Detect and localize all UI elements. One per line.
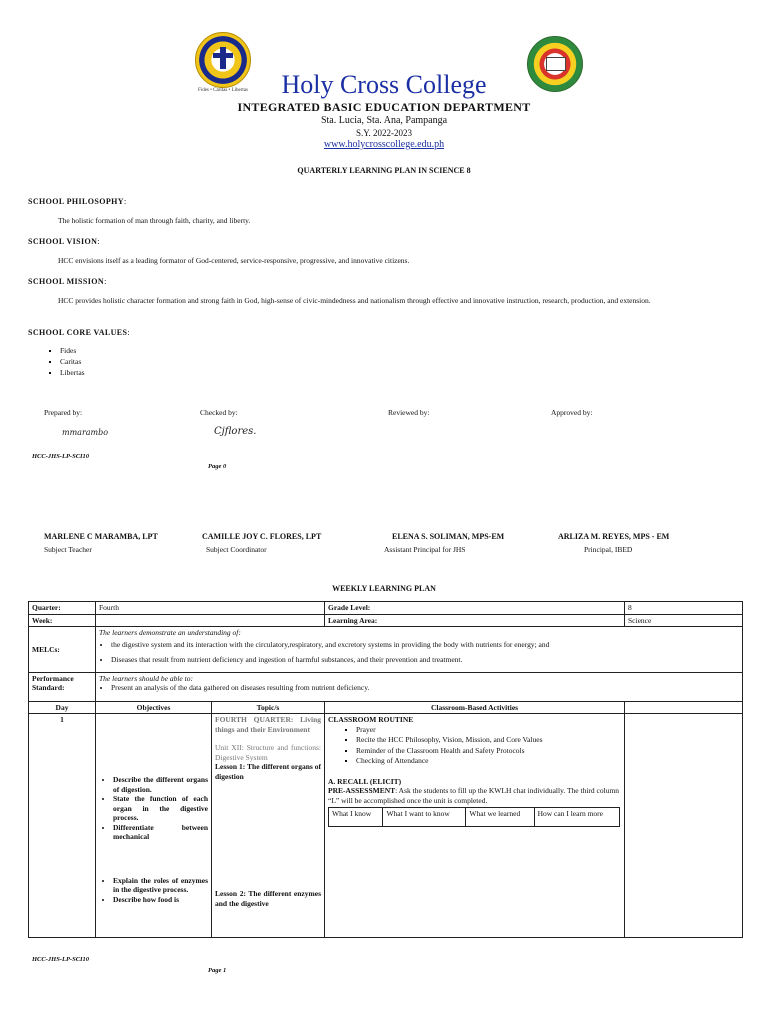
learning-area-label: Learning Area: xyxy=(325,614,625,627)
week-label: Week: xyxy=(29,614,96,627)
kwlh-cell: What we learned xyxy=(466,808,534,827)
vision-text: HCC envisions itself as a leading formator of God-centered, service-responsive, progressive, and innovative citizens. xyxy=(58,256,410,265)
objectives-list xyxy=(99,876,208,905)
quarter-value: Fourth xyxy=(96,602,325,615)
signatory-role: Subject Coordinator xyxy=(206,545,267,554)
kwlh-chart xyxy=(328,807,620,827)
core-value-item: ▪ Libertas xyxy=(60,367,85,378)
philosophy-text: The holistic formation of man through faith, charity, and liberty. xyxy=(58,216,251,225)
cross-icon xyxy=(220,47,226,69)
core-values-list xyxy=(32,345,85,378)
checked-by-label: Checked by: xyxy=(200,408,238,417)
melcs-content xyxy=(96,627,743,673)
list-item: • Diseases that result from nutrient deficiency and ingestion of harmful substances, and their prevention and treatment. xyxy=(111,655,739,665)
learning-area-value: Science xyxy=(625,614,743,627)
melcs-label: MELCs: xyxy=(29,627,96,673)
wlp-title: WEEKLY LEARNING PLAN xyxy=(332,584,436,593)
list-item: ▪ Checking of Attendance xyxy=(356,756,621,767)
table-row xyxy=(329,808,620,827)
core-value-item: ▪ Fides xyxy=(60,345,85,356)
reviewed-by-label: Reviewed by: xyxy=(388,408,430,417)
routine-list xyxy=(328,725,621,767)
week-value xyxy=(96,614,325,627)
signatory-role: Assistant Principal for JHS xyxy=(384,545,466,554)
routine-heading: CLASSROOM ROUTINE xyxy=(328,715,414,724)
school-year: S.Y. 2022-2023 xyxy=(355,128,413,138)
signatory-name: CAMILLE JOY C. FLORES, LPT xyxy=(202,532,322,541)
signatory-role: Subject Teacher xyxy=(44,545,92,554)
objective-item: • State the function of each organ in the digestive process. xyxy=(113,794,208,823)
document-code: HCC-JHS-LP-SCI10 xyxy=(32,453,90,460)
table-header-row xyxy=(29,701,743,714)
list-item: • the digestive system and its interaction with the circulatory,respiratory, and excretory systems in providing the body with nutrients for energy; and xyxy=(111,640,739,650)
core-values-heading: SCHOOL CORE VALUES: xyxy=(28,328,131,337)
philosophy-heading: SCHOOL PHILOSOPHY: xyxy=(28,197,127,206)
topic-lesson-1: Lesson 1: The different organs of digestion xyxy=(215,762,322,781)
objectives-cell xyxy=(96,714,212,938)
melcs-intro: The learners demonstrate an understanding of: xyxy=(99,628,241,637)
topic-unit: Unit XII: Structure and functions: Digestive System xyxy=(215,743,322,762)
day-number: 1 xyxy=(29,714,96,938)
objective-item: • Describe the different organs of digestion. xyxy=(113,775,208,794)
recall-heading: A. RECALL (ELICIT) xyxy=(328,776,402,786)
col-activities: Classroom-Based Activities xyxy=(325,701,625,714)
page-number: Page 0 xyxy=(208,463,227,470)
prepared-signature: mmarambo xyxy=(62,428,109,437)
objective-item: • Describe how food is xyxy=(113,895,208,905)
performance-standard-content xyxy=(96,672,743,701)
grade-level-value: 8 xyxy=(625,602,743,615)
performance-standard-label: Performance Standard: xyxy=(29,672,96,701)
col-empty xyxy=(625,701,743,714)
signatory-name: MARLENE C MARAMBA, LPT xyxy=(44,532,158,541)
approved-by-label: Approved by: xyxy=(551,408,593,417)
topic-lesson-2: Lesson 2: The different enzymes and the digestive xyxy=(215,889,322,908)
table-row xyxy=(29,602,743,615)
ps-list xyxy=(99,683,739,693)
department-name: INTEGRATED BASIC EDUCATION DEPARTMENT xyxy=(237,100,531,114)
objectives-list xyxy=(99,775,208,842)
weekly-learning-plan-table xyxy=(28,601,743,938)
topic-quarter: FOURTH QUARTER: Living things and their Environment xyxy=(215,715,322,734)
kwlh-cell: What I want to know xyxy=(383,808,466,827)
table-row xyxy=(29,627,743,673)
col-topics: Topic/s xyxy=(212,701,325,714)
list-item: • Present an analysis of the data gathered on diseases resulting from nutrient deficiency. xyxy=(111,683,739,693)
activities-cell xyxy=(325,714,625,938)
mission-text: HCC provides holistic character formation and strong faith in God, high-sense of civic-mindedness and nationalism through effective and innovative instruction, research, production, and extension. xyxy=(58,296,651,305)
table-row xyxy=(29,672,743,701)
plan-title: QUARTERLY LEARNING PLAN IN SCIENCE 8 xyxy=(297,166,471,175)
mission-heading: SCHOOL MISSION: xyxy=(28,277,107,286)
col-day: Day xyxy=(29,701,96,714)
list-item: ▪ Recite the HCC Philosophy, Vision, Mission, and Core Values xyxy=(356,735,621,746)
grade-level-label: Grade Level: xyxy=(325,602,625,615)
table-row xyxy=(29,714,743,938)
list-item: ▪ Prayer xyxy=(356,725,621,736)
col-objectives: Objectives xyxy=(96,701,212,714)
pre-assessment-text: PRE-ASSESSMENT: Ask the students to fill up the KWLH chat individually. The third column “L” will be accomplished once the unit is completed. xyxy=(328,786,620,805)
website-link[interactable]: www.holycrosscollege.edu.ph xyxy=(323,139,445,150)
ps-intro: The learners should be able to: xyxy=(99,673,193,683)
checked-signature: Cjflores. xyxy=(214,426,257,437)
page-number: Page 1 xyxy=(208,967,227,974)
signatory-name: ARLIZA M. REYES, MPS - EM xyxy=(558,532,670,541)
book-icon xyxy=(546,57,566,71)
vision-heading: SCHOOL VISION: xyxy=(28,237,100,246)
table-row xyxy=(29,614,743,627)
melcs-list xyxy=(99,640,739,665)
list-item: ▪ Reminder of the Classroom Health and Safety Protocols xyxy=(356,746,621,757)
document-code: HCC-JHS-LP-SCI10 xyxy=(32,956,90,963)
kwlh-cell: How can I learn more xyxy=(534,808,619,827)
objective-item: • Explain the roles of enzymes in the digestive process. xyxy=(113,876,208,895)
signatory-role: Principal, IBED xyxy=(584,545,633,554)
topics-cell xyxy=(212,714,325,938)
empty-cell xyxy=(625,714,743,938)
college-name: Holy Cross College xyxy=(281,70,487,99)
objective-item: • Differentiate between mechanical xyxy=(113,823,208,842)
address: Sta. Lucia, Sta. Ana, Pampanga xyxy=(320,115,448,126)
prepared-by-label: Prepared by: xyxy=(44,408,83,417)
motto: Fides • Caritas • Libertas xyxy=(198,88,248,93)
signatory-name: ELENA S. SOLIMAN, MPS-EM xyxy=(392,532,505,541)
core-value-item: ▪ Caritas xyxy=(60,356,85,367)
quarter-label: Quarter: xyxy=(29,602,96,615)
kwlh-cell: What I know xyxy=(329,808,383,827)
